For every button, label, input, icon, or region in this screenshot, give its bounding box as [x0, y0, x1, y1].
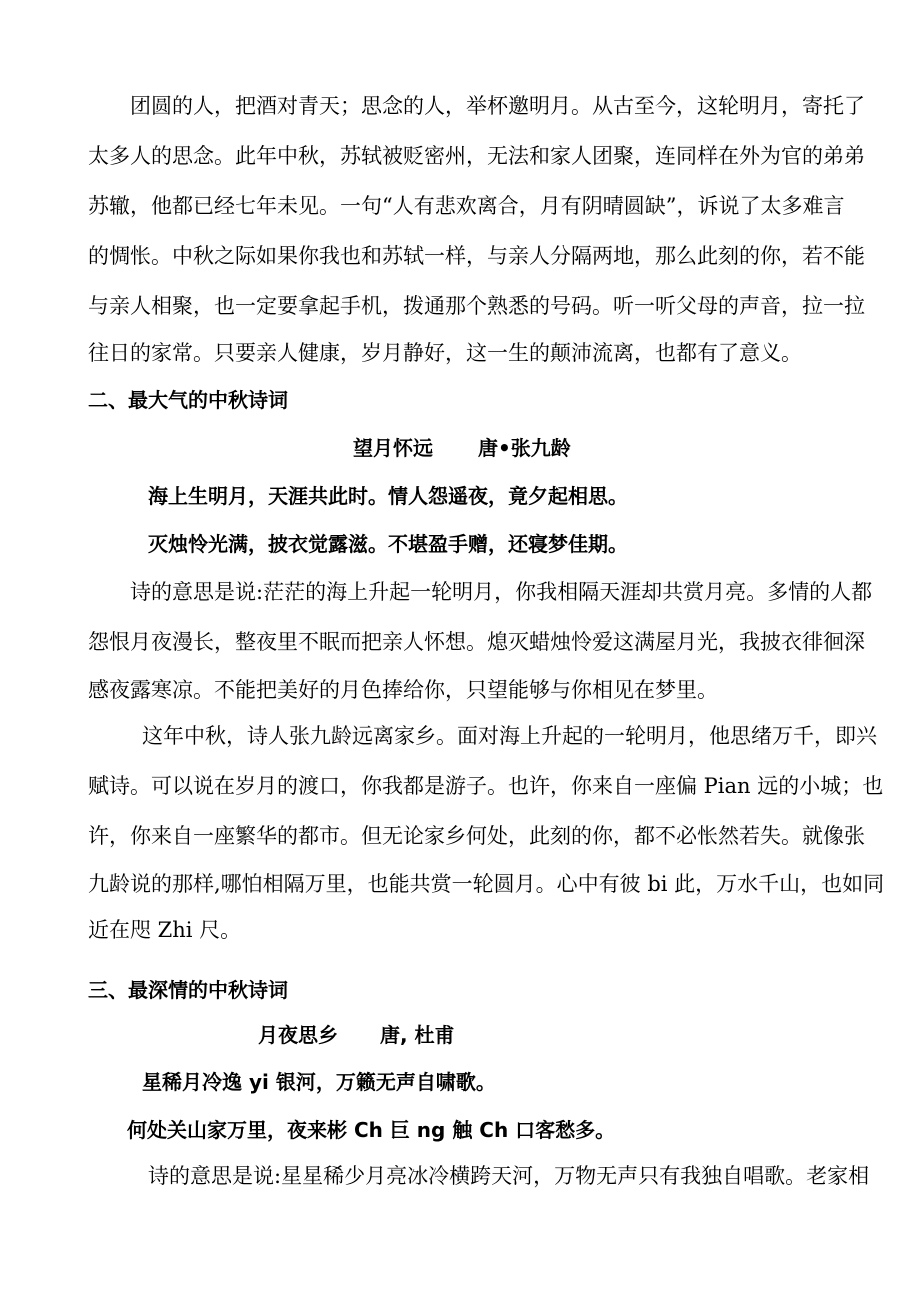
section2-commentary-line-1: 这年中秋，诗人张九龄远离家乡。面对海上升起的一轮明月，他思绪万千，即兴	[142, 724, 877, 748]
section2-meaning-line-1: 诗的意思是说:茫茫的海上升起一轮明月，你我相隔天涯却共赏月亮。多情的人都	[130, 580, 873, 604]
section2-meaning-line-3: 感夜露寒凉。不能把美好的月色捧给你，只望能够与你相见在梦里。	[88, 678, 718, 702]
section2-poem-title: 望月怀远	[353, 436, 433, 460]
intro-line-5: 与亲人相聚，也一定要拿起手机，拨通那个熟悉的号码。听一听父母的声音，拉一拉	[88, 294, 865, 318]
intro-line-4: 的惆怅。中秋之际如果你我也和苏轼一样，与亲人分隔两地，那么此刻的你，若不能	[88, 244, 865, 268]
section3-poem-author: 唐, 杜甫	[380, 1023, 455, 1047]
section2-commentary-line-4: 九龄说的那样,哪怕相隔万里，也能共赏一轮圆月。心中有彼 bi 此，万水千山，也如同	[88, 872, 885, 896]
section2-poem-line-1: 海上生明月，天涯共此时。情人怨遥夜，竟夕起相思。	[148, 484, 628, 508]
intro-line-1: 团圆的人，把酒对青天；思念的人，举杯邀明月。从古至今，这轮明月，寄托了	[130, 94, 865, 118]
section3-poem-line-1: 星稀月冷逸 yi 银河，万籁无声自啸歌。	[142, 1070, 496, 1094]
section3-poem-line-2: 何处关山家万里，夜来彬 Ch 巨 ng 触 Ch 口客愁多。	[127, 1118, 616, 1142]
section3-meaning-line-1: 诗的意思是说:星星稀少月亮冰冷横跨天河，万物无声只有我独自唱歌。老家相	[148, 1164, 870, 1188]
section2-meaning-line-2: 怨恨月夜漫长，整夜里不眠而把亲人怀想。熄灭蜡烛怜爱这满屋月光，我披衣徘徊深	[88, 630, 865, 654]
intro-line-2: 太多人的思念。此年中秋，苏轼被贬密州，无法和家人团聚，连同样在外为官的弟弟	[88, 144, 865, 168]
section3-heading: 三、最深情的中秋诗词	[88, 978, 288, 1002]
section2-commentary-line-5: 近在咫 Zhi 尺。	[88, 918, 242, 942]
section2-heading: 二、最大气的中秋诗词	[88, 388, 288, 412]
intro-line-6: 往日的家常。只要亲人健康，岁月静好，这一生的颠沛流离，也都有了意义。	[88, 341, 802, 365]
section2-commentary-line-3: 许，你来自一座繁华的都市。但无论家乡何处，此刻的你，都不必怅然若失。就像张	[88, 824, 865, 848]
intro-line-3: 苏辙，他都已经七年未见。一句“人有悲欢离合，月有阴晴圆缺”，诉说了太多难言	[88, 194, 845, 218]
section2-commentary-line-2: 赋诗。可以说在岁月的渡口，你我都是游子。也许，你来自一座偏 Pian 远的小城；也	[88, 774, 884, 798]
section2-poem-author: 唐•张九龄	[478, 436, 571, 460]
section3-poem-title: 月夜思乡	[258, 1023, 338, 1047]
section2-poem-line-2: 灭烛怜光满，披衣觉露滋。不堪盈手赠，还寝梦佳期。	[148, 532, 628, 556]
